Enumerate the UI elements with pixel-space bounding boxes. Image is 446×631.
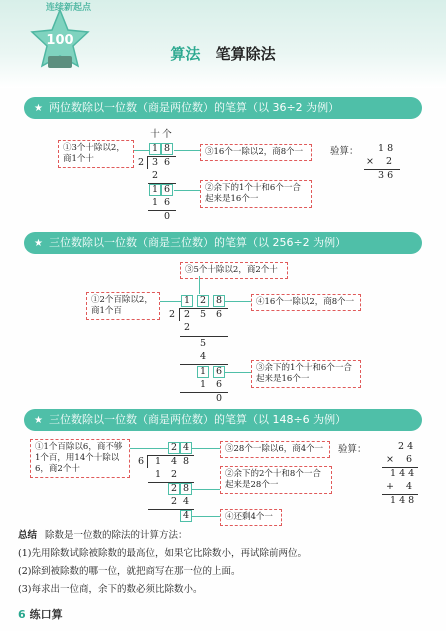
s2-note-right1: ④16个一除以2，商8个一 (251, 294, 361, 311)
s1-check-label: 验算： (330, 146, 359, 157)
connector (192, 516, 220, 517)
s2-step: 2 (183, 322, 191, 333)
s1-divisor: 2 (137, 157, 145, 168)
s3-note-right2: ②余下的2个十和8个一合起来是28个一 (220, 466, 332, 494)
connector (199, 276, 200, 294)
summary-intro-line (18, 528, 188, 544)
s2-note-right2: ③余下的1个十和6个一合起来是16个一 (251, 360, 361, 388)
s1-note-right2: ②余下的1个十和6个一合起来是16个一 (200, 180, 312, 208)
section-2-title: 三位数除以一位数（商是三位数）的笔算（以 256÷2 为例） (48, 236, 347, 249)
connector (174, 150, 200, 151)
s3-quotient-digit: 4 (182, 442, 190, 453)
section-2-title-bar (24, 232, 422, 254)
s1-check-a: 1 8 (378, 143, 394, 154)
summary-item: (1)先用除数试除被除数的最高位，如果它比除数小，再试除前两位。 (18, 548, 307, 559)
s1-check-op: × (366, 156, 374, 167)
s3-remainder: 4 (182, 510, 190, 521)
place-label-ones: 个 (162, 129, 172, 140)
place-label-tens: 十 (150, 129, 160, 140)
s3-check-b: 6 (406, 454, 413, 465)
s1-quotient-digit: 8 (163, 143, 171, 154)
star-icon: ★ (34, 415, 43, 426)
s3-step: 2 (170, 496, 178, 507)
s3-quotient-digit: 2 (170, 442, 178, 453)
s1-note-right1: ③16个一除以2，商8个一 (200, 144, 312, 161)
s3-check-c: 4 (406, 481, 413, 492)
star-icon: ★ (34, 103, 43, 114)
s3-step: 8 (182, 483, 190, 494)
s3-step: 4 (182, 496, 190, 507)
connector (174, 190, 200, 191)
summary-label: 总结 (18, 530, 38, 541)
step-line (180, 364, 228, 365)
section-3-title-bar (24, 409, 422, 431)
s2-remainder: 0 (215, 393, 223, 404)
s3-check-a: 2 4 (398, 441, 414, 452)
logo-text: 100 (46, 33, 74, 48)
s3-step: 1 (154, 469, 162, 480)
s2-dividend-digit: 5 (199, 309, 207, 320)
s2-step: 1 (199, 366, 207, 377)
s2-dividend-digit: 2 (183, 309, 191, 320)
page-title-category: 算法 (170, 45, 201, 63)
s3-note-right3: ④还剩4个一 (220, 509, 282, 526)
section-1-title-bar (24, 97, 422, 119)
division-bracket (147, 455, 148, 468)
s3-check-op2: + (386, 481, 394, 492)
s2-note-top: ③5个十除以2，商2个十 (180, 262, 288, 279)
page-title-topic: 笔算除法 (215, 45, 276, 63)
s3-step: 2 (170, 483, 178, 494)
s1-check-result: 3 6 (378, 170, 394, 181)
connector (192, 489, 220, 490)
s1-check-b: 2 (386, 156, 393, 167)
summary-item: (3)每求出一位商，余下的数必须比除数小。 (18, 584, 203, 595)
s2-step: 6 (215, 379, 223, 390)
s3-note-right1: ③28个一除以6，商4个一 (220, 441, 330, 458)
section-1-title: 两位数除以一位数（商是两位数）的笔算（以 36÷2 为例） (48, 101, 340, 114)
connector (134, 150, 150, 151)
s3-note-left: ①1个百除以6，商不够1个百，用14个十除以6，商2个十 (30, 439, 130, 478)
connector (225, 301, 251, 302)
footer-label: 练口算 (29, 608, 63, 621)
s3-dividend-digit: 1 (154, 456, 162, 467)
s1-step: 1 (151, 197, 159, 208)
star-icon: ★ (34, 238, 43, 249)
section-3-title: 三位数除以一位数（商是两位数）的笔算（以 148÷6 为例） (48, 413, 347, 426)
s3-check-result: 1 4 8 (390, 495, 415, 506)
s3-check-mid: 1 4 4 (390, 468, 415, 479)
s1-dividend-digit: 3 (151, 157, 159, 168)
connector (225, 372, 251, 373)
step-line (180, 336, 228, 337)
connector (130, 448, 168, 449)
s2-note-left: ①2个百除以2，商1个百 (86, 292, 160, 320)
star-logo-icon (30, 6, 90, 76)
logo-caption: 连续新起点 (46, 3, 92, 13)
page-number: 6 (18, 608, 26, 621)
s3-step: 2 (170, 469, 178, 480)
s1-step: 1 (151, 184, 159, 195)
s2-step: 4 (199, 351, 207, 362)
s1-step: 2 (151, 170, 159, 181)
connector (192, 448, 220, 449)
s2-step: 5 (199, 338, 207, 349)
division-bracket (179, 308, 180, 321)
s2-quotient-digit: 2 (199, 295, 207, 306)
summary-item: (2)除到被除数的哪一位，就把商写在那一位的上面。 (18, 566, 241, 577)
s1-step: 6 (163, 184, 171, 195)
s3-check-op1: × (386, 454, 394, 465)
header-banner (0, 0, 446, 88)
summary-intro: 除数是一位数的除法的计算方法： (45, 530, 188, 541)
s2-step: 6 (215, 366, 223, 377)
connector (160, 301, 181, 302)
division-bracket (147, 156, 148, 169)
s1-note-left: ①3个十除以2，商1个十 (58, 140, 134, 168)
page-title (0, 43, 446, 64)
s1-quotient-digit: 1 (151, 143, 159, 154)
s1-remainder: 0 (163, 211, 171, 222)
s3-dividend-digit: 8 (182, 456, 190, 467)
s2-quotient-digit: 8 (215, 295, 223, 306)
s2-divisor: 2 (168, 309, 176, 320)
footer (18, 606, 63, 622)
s1-step: 6 (163, 197, 171, 208)
s2-quotient-digit: 1 (183, 295, 191, 306)
s3-check-label: 验算： (338, 444, 367, 455)
s1-dividend-digit: 6 (163, 157, 171, 168)
s3-dividend-digit: 4 (170, 456, 178, 467)
s2-step: 1 (199, 379, 207, 390)
s2-dividend-digit: 6 (215, 309, 223, 320)
s3-divisor: 6 (137, 456, 145, 467)
